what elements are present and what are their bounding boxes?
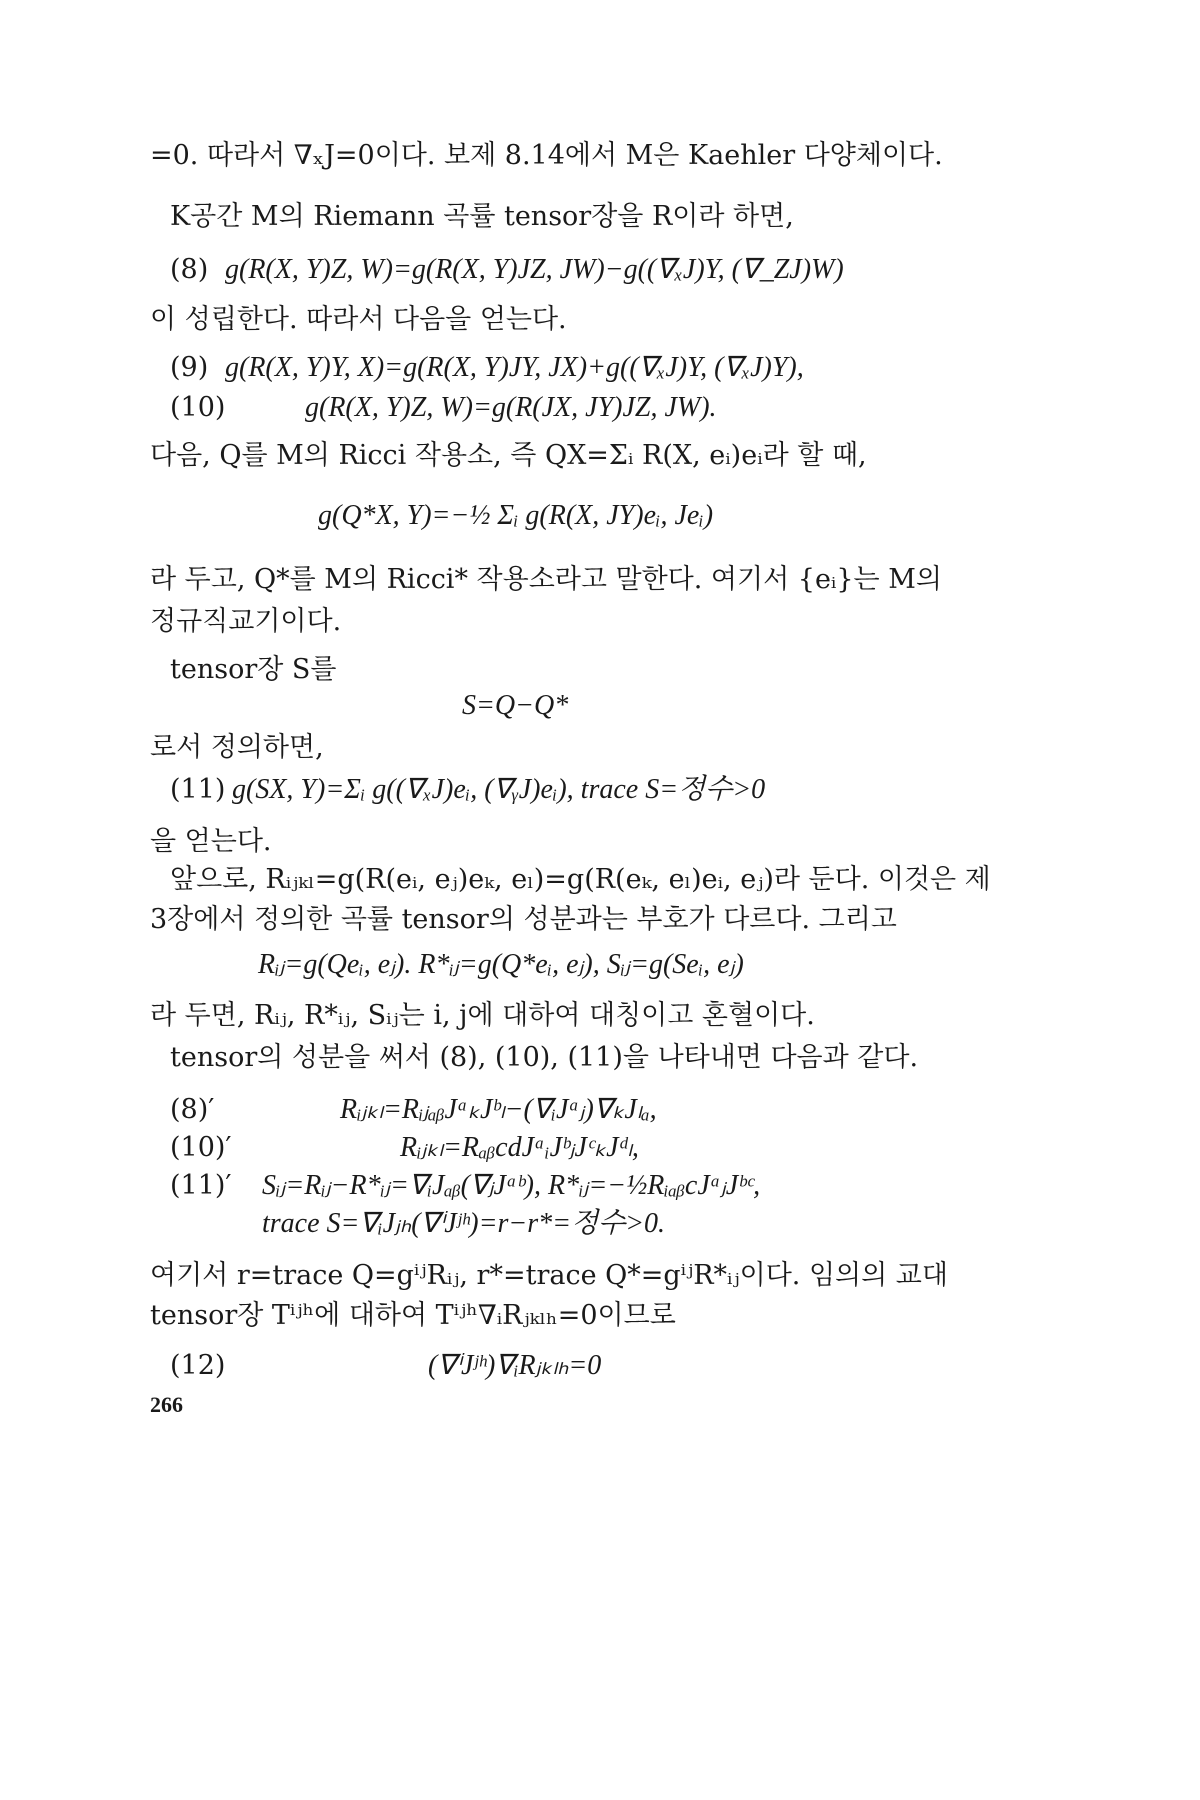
equation-trace-s: trace S=∇ᵢJⱼₕ(∇ⁱJʲʰ)=r−r*=정수>0. bbox=[262, 1208, 666, 1239]
equation-number-11-prime: (11)′ bbox=[170, 1170, 232, 1201]
text-line-20: tensor의 성분을 써서 (8), (10), (11)을 나타내면 다음과 같다. bbox=[170, 1042, 919, 1073]
equation-number-10-prime: (10)′ bbox=[170, 1132, 232, 1163]
equation-8-prime: Rᵢⱼₖₗ=RᵢⱼₐᵦJᵃₖJᵇₗ−(∇ᵢJᵃⱼ)∇ₖJₗₐ, bbox=[340, 1094, 657, 1125]
equation-components: Rᵢⱼ=g(Qeᵢ, eⱼ). R*ᵢⱼ=g(Q*eᵢ, eⱼ), Sᵢⱼ=g(Seᵢ, eⱼ) bbox=[258, 949, 744, 980]
equation-8: g(R(X, Y)Z, W)=g(R(X, Y)JZ, JW)−g((∇ₓJ)Y, (∇_ZJ)W) bbox=[225, 254, 844, 285]
text-line-16: 앞으로, Rᵢⱼₖₗ=g(R(eᵢ, eⱼ)eₖ, eₗ)=g(R(eₖ, eₗ)eᵢ, eⱼ)라 둔다. 이것은 제 bbox=[170, 864, 991, 895]
equation-number-10: (10) bbox=[170, 392, 226, 423]
equation-number-12: (12) bbox=[170, 1350, 226, 1381]
text-line-15: 을 얻는다. bbox=[150, 826, 272, 857]
text-line-4: 이 성립한다. 따라서 다음을 얻는다. bbox=[150, 304, 567, 335]
equation-11-prime: Sᵢⱼ=Rᵢⱼ−R*ᵢⱼ=∇ᵢJₐᵦ(∇ⱼJᵃᵇ), R*ᵢⱼ=−½RᵢₐᵦcJᵃⱼJᵇᶜ, bbox=[262, 1170, 761, 1201]
text-line-26: tensor장 Tⁱʲʰ에 대하여 Tⁱʲʰ∇ᵢRⱼₖₗₕ=0이므로 bbox=[150, 1300, 676, 1331]
text-line-17: 3장에서 정의한 곡률 tensor의 성분과는 부호가 다르다. 그리고 bbox=[150, 904, 897, 935]
equation-number-8: (8) bbox=[170, 254, 209, 285]
text-line-13: 로서 정의하면, bbox=[150, 732, 324, 763]
page-number: 266 bbox=[150, 1392, 183, 1417]
text-line-10: 정규직교기이다. bbox=[150, 606, 342, 637]
text-line-19: 라 두면, Rᵢⱼ, R*ᵢⱼ, Sᵢⱼ는 i, j에 대하여 대칭이고 혼혈이다. bbox=[150, 1000, 815, 1031]
equation-12: (∇ⁱJʲʰ)∇ᵢRⱼₖₗₕ=0 bbox=[428, 1350, 602, 1381]
text-line-11: tensor장 S를 bbox=[170, 654, 337, 685]
equation-s-definition: S=Q−Q* bbox=[462, 690, 569, 721]
equation-ricci-star: g(Q*X, Y)=−½ Σᵢ g(R(X, JY)eᵢ, Jeᵢ) bbox=[318, 500, 714, 531]
text-line-2: K공간 M의 Riemann 곡률 tensor장을 R이라 하면, bbox=[170, 201, 794, 232]
equation-number-8-prime: (8)′ bbox=[170, 1094, 215, 1125]
text-line-7: 다음, Q를 M의 Ricci 작용소, 즉 QX=Σᵢ R(X, eᵢ)eᵢ라 할 때, bbox=[150, 440, 867, 471]
text-line-25: 여기서 r=trace Q=gⁱʲRᵢⱼ, r*=trace Q*=gⁱʲR*ᵢⱼ이다. 임의의 교대 bbox=[150, 1260, 948, 1291]
equation-11: g(SX, Y)=Σᵢ g((∇ₓJ)eᵢ, (∇ᵧJ)eᵢ), trace S=정수>0 bbox=[232, 774, 766, 805]
equation-10-prime: Rᵢⱼₖₗ=RₐᵦcdJᵃᵢJᵇⱼJᶜₖJᵈₗ, bbox=[400, 1132, 639, 1163]
equation-9: g(R(X, Y)Y, X)=g(R(X, Y)JY, JX)+g((∇ₓJ)Y, (∇ₓJ)Y), bbox=[225, 352, 804, 383]
equation-number-11: (11) bbox=[170, 774, 226, 805]
text-line-9: 라 두고, Q*를 M의 Ricci* 작용소라고 말한다. 여기서 {eᵢ}는 M의 bbox=[150, 564, 942, 595]
equation-number-9: (9) bbox=[170, 352, 209, 383]
text-line-1: =0. 따라서 ∇ₓJ=0이다. 보제 8.14에서 M은 Kaehler 다양체이다. bbox=[150, 140, 943, 171]
equation-10: g(R(X, Y)Z, W)=g(R(JX, JY)JZ, JW). bbox=[305, 392, 717, 423]
